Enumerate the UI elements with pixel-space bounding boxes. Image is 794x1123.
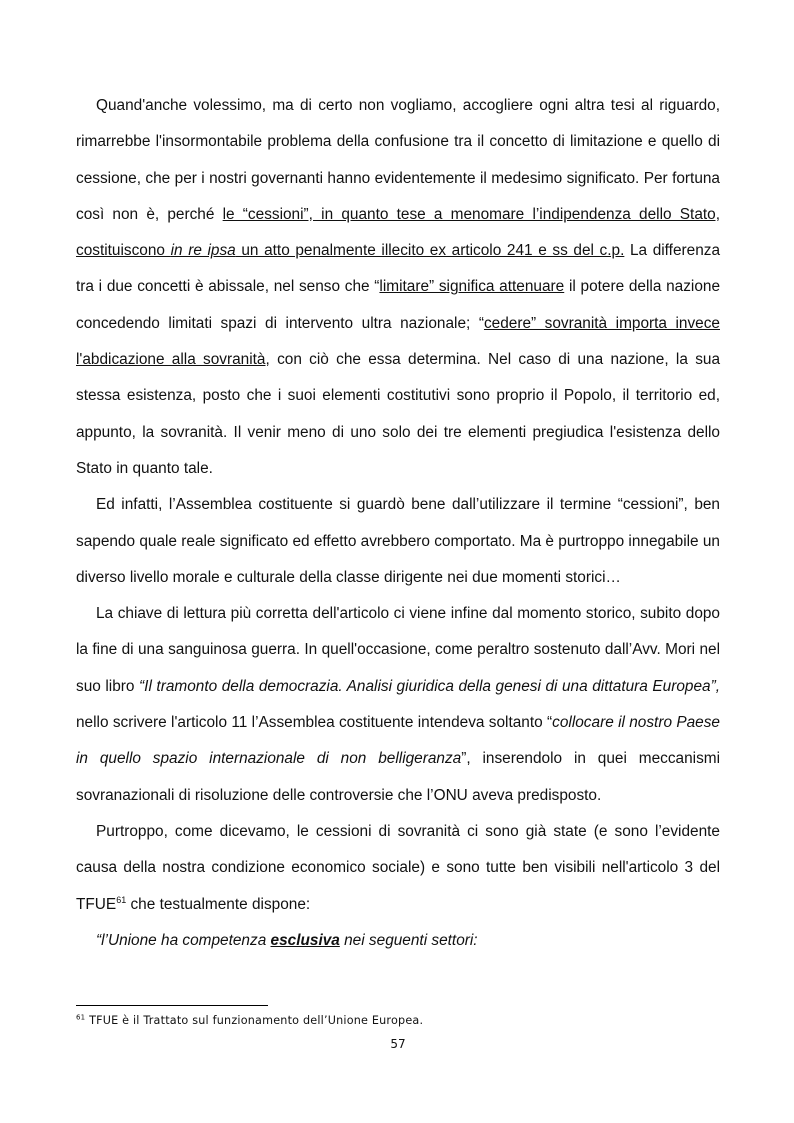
text-segment: nei seguenti settori: xyxy=(339,931,478,949)
text-segment: Quand'anche volessimo, ma di certo non vogliamo, accogliere ogni altra tesi al riguardo, rimarrebbe l'insormontabile problema della confusione tra il concetto di limitazione e quello di cessione, che per i nostri governanti hanno evidentemente il medesimo significato. Per fortuna così non è, perché xyxy=(76,97,720,223)
paragraph xyxy=(76,88,720,487)
footnote-reference: 61 xyxy=(116,894,127,905)
footnote-number: 61 xyxy=(76,1013,86,1022)
text-segment: Ed infatti, l’Assemblea costituente si guardò bene dall’utilizzare il termine “cessioni”, ben sapendo quale reale significato ed effetto avrebbero comportato. Ma è purtroppo innegabile un diverso livello morale e culturale della classe dirigente nei due momenti storici… xyxy=(76,496,720,586)
text-segment: La chiave di lettura più corretta dell'articolo ci viene infine dal momento storico, subito dopo la fine di una sanguinosa guerra. In quell'occasione, come peraltro sostenuto dall’Avv. Mori nel suo libro xyxy=(76,605,720,695)
text-segment: “Il tramonto della democrazia. Analisi giuridica della genesi di una dittatura Europea”, xyxy=(139,677,721,695)
paragraph xyxy=(76,923,720,959)
text-segment: nello scrivere l'articolo 11 l’Assemblea costituente intendeva soltanto “ xyxy=(76,714,553,732)
paragraph xyxy=(76,596,720,814)
text-segment: che testualmente dispone: xyxy=(126,895,311,913)
footnote-text: TFUE è il Trattato sul funzionamento dell’Unione Europea. xyxy=(85,1014,424,1027)
text-segment: le “cessioni”, in quanto tese a menomare l’indipendenza dello Stato, costituiscono xyxy=(76,205,720,260)
text-segment: “l’Unione ha competenza xyxy=(96,931,271,949)
text-segment: ”, inserendolo in quei meccanismi sovranazionali di risoluzione delle controversie che l’ONU aveva predisposto. xyxy=(76,750,720,804)
text-segment: , con ciò che essa determina. Nel caso di una nazione, la sua stessa esistenza, posto che i suoi elementi costitutivi sono proprio il Popolo, il territorio ed, appunto, la sovranità. Il venir meno di uno solo dei tre elementi pregiudica l'esistenza dello Stato in quanto tale. xyxy=(76,351,721,477)
text-segment: limitare” significa attenuare xyxy=(379,278,565,296)
footnote xyxy=(76,1014,720,1027)
text-segment: esclusiva xyxy=(270,931,340,949)
text-segment: in re ipsa xyxy=(170,242,236,260)
paragraph xyxy=(76,487,720,596)
page-number: 57 xyxy=(390,1037,406,1051)
text-segment: collocare il nostro Paese in quello spazio internazionale di non belligeranza xyxy=(76,714,720,768)
text-segment: il potere della nazione concedendo limitati spazi di intervento ultra nazionale; “ xyxy=(76,278,721,332)
text-segment: cedere” sovranità importa invece l'abdicazione alla sovranità xyxy=(76,314,720,369)
text-segment: un atto penalmente illecito ex articolo 241 e ss del c.p. xyxy=(235,242,625,260)
paragraph xyxy=(76,814,720,923)
text-segment: Purtroppo, come dicevamo, le cessioni di sovranità ci sono già state (e sono l’evidente causa della nostra condizione economico sociale) e sono tutte ben visibili nell'articolo 3 del TFUE xyxy=(76,822,720,913)
body-text xyxy=(76,88,720,959)
footnote-separator xyxy=(76,1005,268,1006)
text-segment: La differenza tra i due concetti è abissale, nel senso che “ xyxy=(76,242,721,296)
